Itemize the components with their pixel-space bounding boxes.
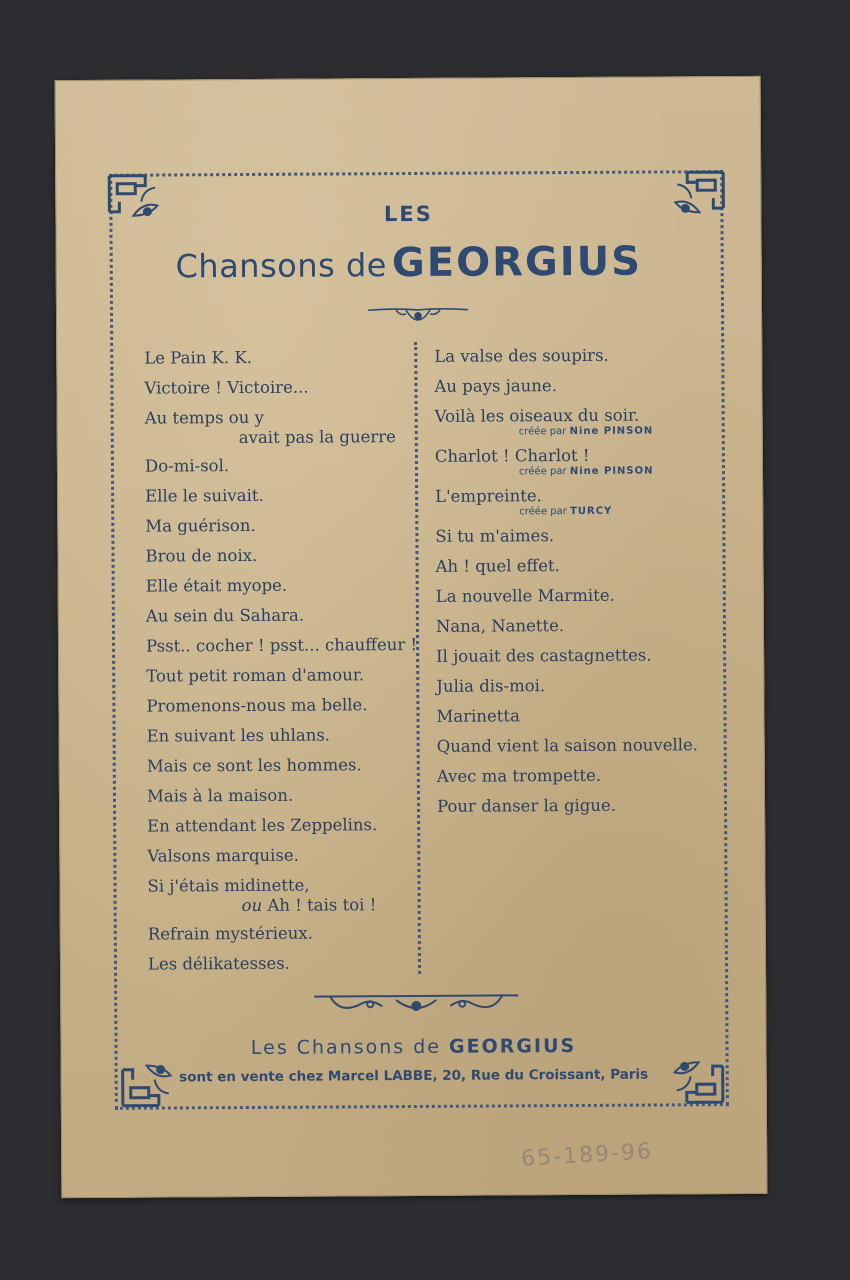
song-title-text: Refrain mystérieux. [147, 923, 313, 944]
song-title-text: Pour danser la gigue. [436, 795, 617, 816]
song-title-text: Au temps ou y [144, 407, 264, 428]
song-title [145, 480, 407, 512]
song-title-text: Mais ce sont les hommes. [146, 755, 362, 776]
header-les: LES [383, 201, 433, 227]
song-title-text: Promenons-nous ma belle. [146, 695, 368, 716]
song-title [435, 400, 715, 440]
song-title [437, 760, 717, 792]
song-title-continuation [148, 896, 410, 916]
song-title [147, 840, 409, 872]
song-title-text: En attendant les Zeppelins. [147, 815, 378, 836]
song-credit-name: Nine PINSON [569, 465, 654, 478]
song-title [436, 640, 716, 672]
song-title-text: Ma guérison. [145, 515, 256, 536]
song-title-text: La valse des soupirs. [434, 345, 609, 366]
song-title-text: Si j'étais midinette, [147, 875, 310, 896]
song-title-text: Elle était myope. [145, 575, 288, 596]
song-title-text: Marinetta [436, 706, 520, 726]
song-credit [435, 504, 715, 520]
song-title [436, 610, 716, 642]
scroll-ornament-icon [310, 989, 522, 1020]
song-title [146, 690, 408, 722]
song-title-text: Quand vient la saison nouvelle. [436, 735, 699, 756]
song-title [146, 660, 408, 692]
song-title-text: L'empreinte. [435, 486, 542, 506]
song-credit-prefix: créée par [518, 466, 567, 478]
song-title-cont-text: avait pas la guerre [238, 427, 396, 448]
song-title-text: Le Pain K. K. [144, 347, 253, 368]
song-credit-prefix: créée par [518, 426, 567, 438]
song-title [146, 600, 408, 632]
song-title [435, 480, 715, 520]
song-credit-name: TURCY [570, 505, 613, 518]
footer-address: sont en vente chez Marcel LABBE, 20, Rue du Croissant, Paris [179, 1066, 649, 1086]
title-big: GEORGIUS [391, 238, 643, 287]
song-title [147, 750, 409, 782]
footer-title-a: Les Chansons de [250, 1035, 442, 1059]
page-title [56, 238, 762, 288]
song-title-text: Psst.. cocher ! psst... chauffeur ! [145, 634, 418, 656]
song-title [144, 372, 406, 404]
song-title-text: En suivant les uhlans. [146, 725, 331, 746]
song-title [435, 440, 715, 480]
song-title [145, 540, 407, 572]
song-credit [435, 464, 715, 480]
footer-title-b: GEORGIUS [448, 1034, 577, 1058]
song-title [147, 870, 409, 916]
song-credit-prefix: créée par [519, 506, 567, 518]
footer-title [60, 1034, 766, 1060]
flourish-ornament-icon [366, 304, 470, 327]
song-title-text: Do-mi-sol. [144, 456, 230, 476]
song-title [147, 780, 409, 812]
title-small: Chansons de [175, 246, 388, 286]
song-title [437, 790, 717, 822]
song-title [434, 340, 714, 372]
song-title-text: Charlot ! Charlot ! [434, 445, 590, 466]
song-title [145, 510, 407, 542]
song-title [148, 918, 410, 950]
song-title [146, 570, 408, 602]
pencil-annotation: 65-189-96 [520, 1139, 654, 1172]
song-title [437, 730, 717, 762]
song-title-text: La nouvelle Marmite. [435, 585, 615, 606]
song-sheet [55, 76, 768, 1198]
song-title [434, 370, 714, 402]
song-title-continuation [145, 428, 407, 448]
song-title-text: Au sein du Sahara. [145, 605, 305, 626]
song-title-text: Tout petit roman d'amour. [146, 665, 365, 686]
song-title-text: Si tu m'aimes. [435, 526, 555, 546]
song-title [436, 700, 716, 732]
song-title-text: Les délikatesses. [147, 953, 291, 974]
left-song-list [144, 342, 418, 980]
song-title [436, 580, 716, 612]
song-title-text: Nana, Nanette. [435, 616, 565, 636]
song-title-text: Victoire ! Victoire... [144, 377, 309, 398]
song-title [145, 630, 418, 662]
song-title [436, 670, 716, 702]
song-title-text: Voilà les oiseaux du soir. [434, 405, 640, 426]
song-title-text: Julia dis-moi. [436, 676, 546, 696]
song-title-cont-text: Ah ! tais toi ! [267, 895, 377, 915]
right-song-list [434, 340, 717, 822]
song-title [435, 520, 715, 552]
song-title [148, 948, 410, 980]
song-credit [435, 424, 715, 440]
song-title-text: Mais à la maison. [146, 785, 294, 806]
song-title-text: Avec ma trompette. [436, 765, 602, 786]
song-title-text: Au pays jaune. [434, 376, 557, 396]
song-title [435, 550, 715, 582]
song-credit-name: Nine PINSON [569, 425, 654, 438]
song-title-text: Il jouait des castagnettes. [436, 645, 652, 666]
song-title [145, 450, 407, 482]
song-title-italic: ou [241, 895, 263, 916]
song-title-text: Elle le suivait. [145, 485, 264, 506]
song-title [144, 342, 406, 374]
song-title-text: Brou de noix. [145, 545, 258, 566]
song-title-text: Ah ! quel effet. [435, 556, 560, 576]
song-title [147, 720, 409, 752]
song-title [145, 402, 407, 448]
song-title-text: Valsons marquise. [147, 845, 299, 866]
song-title [147, 810, 409, 842]
